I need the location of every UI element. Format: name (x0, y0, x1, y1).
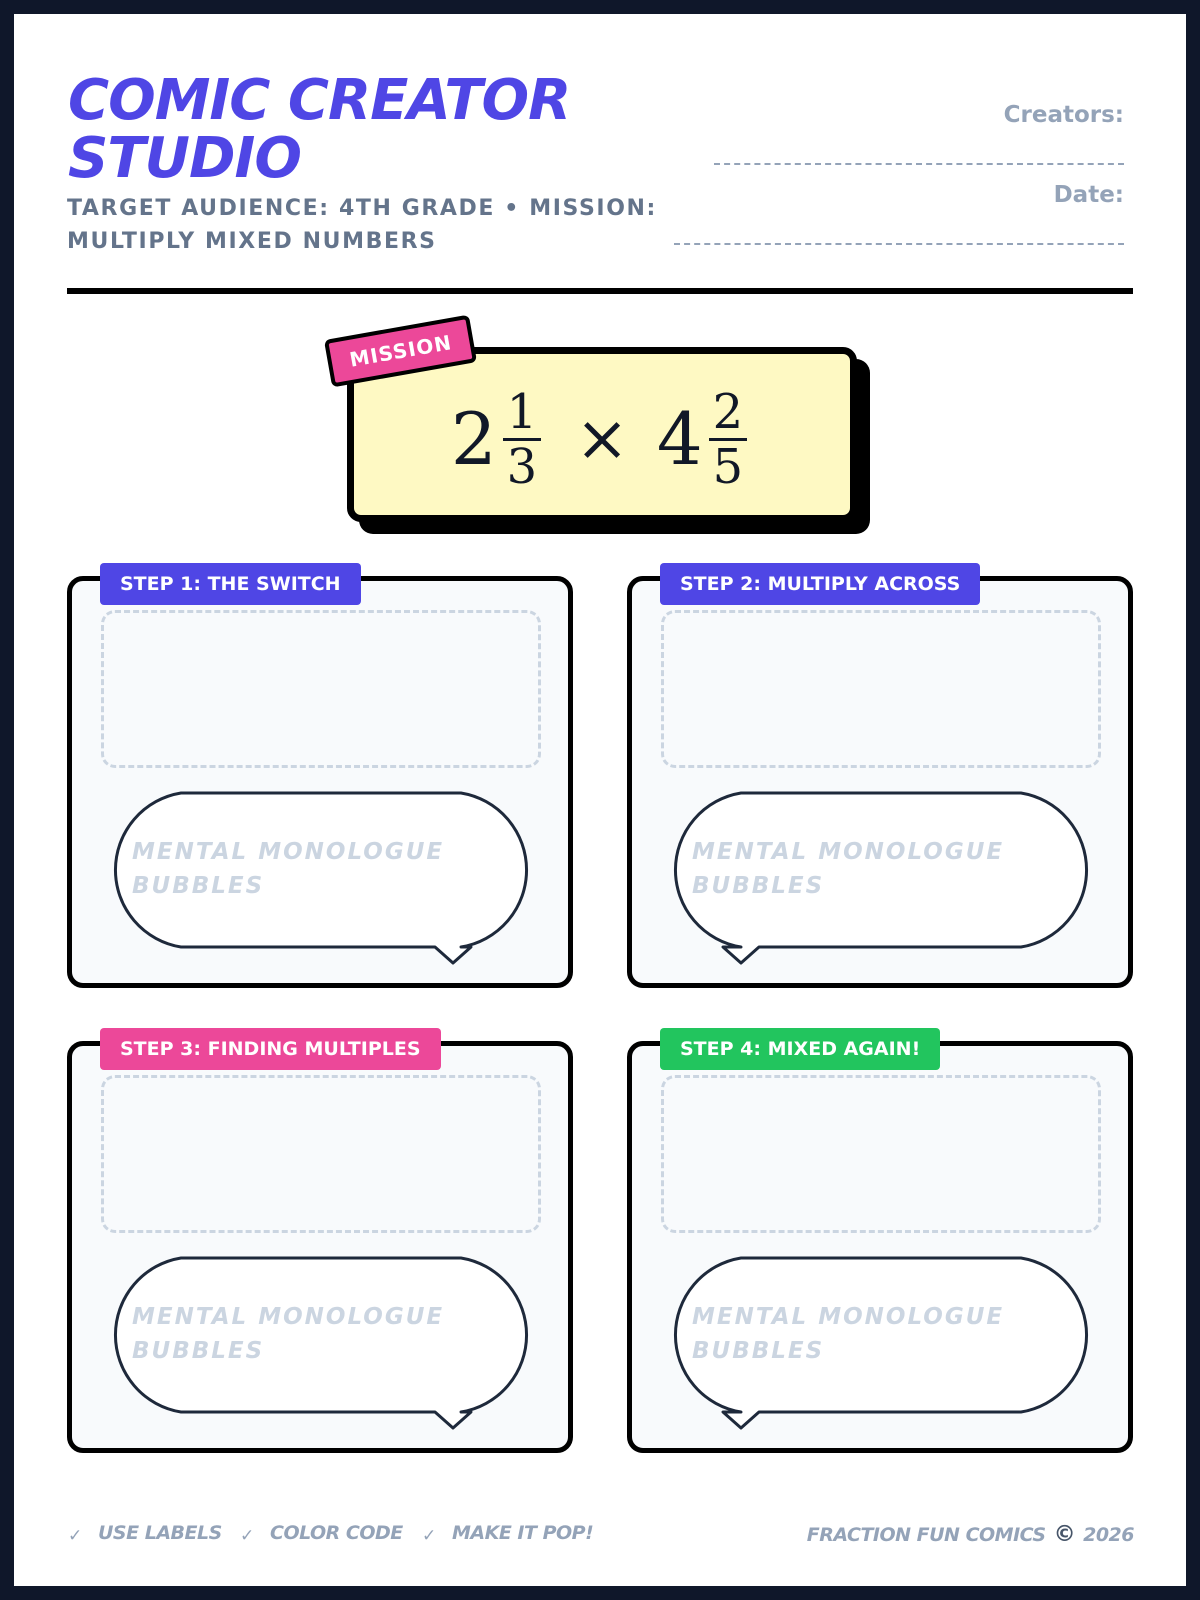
bubble-placeholder: MENTAL MONOLOGUE BUBBLES (692, 839, 1005, 899)
checklist-item-labels: USE LABELS (98, 1522, 222, 1544)
page-title: COMIC CREATOR STUDIO (68, 68, 571, 191)
bubble-placeholder: MENTAL MONOLOGUE BUBBLES (132, 839, 445, 899)
step-panel-4 (627, 1038, 1133, 1453)
check-icon: ✓ (422, 1526, 437, 1545)
drawing-area[interactable] (101, 1075, 541, 1233)
fraction-1 (503, 383, 542, 495)
mission-card (347, 330, 872, 537)
footer-brand (807, 1522, 1134, 1547)
whole-number-1: 2 (450, 397, 497, 481)
brand-name: FRACTION FUN COMICS (806, 1523, 1046, 1546)
numerator-2: 2 (709, 386, 748, 441)
checklist-item-color: COLOR CODE (270, 1522, 403, 1544)
worksheet-page (14, 14, 1186, 1586)
drawing-area[interactable] (661, 610, 1101, 768)
mission-expression (354, 374, 850, 504)
drawing-area[interactable] (661, 1075, 1101, 1233)
whole-number-2: 4 (656, 397, 703, 481)
fraction-2 (709, 383, 748, 495)
multiply-operator: × (575, 402, 629, 476)
mission-tag: MISSION (324, 315, 478, 388)
denominator-2: 5 (712, 438, 744, 495)
mission-box (347, 347, 857, 522)
checklist-item-pop: MAKE IT POP! (452, 1522, 594, 1544)
check-icon: ✓ (240, 1526, 255, 1545)
step-4-tag: STEP 4: MIXED AGAIN! (660, 1028, 940, 1070)
page-subtitle: TARGET AUDIENCE: 4TH GRADE • MISSION: MULTIPLY MIXED NUMBERS (67, 196, 657, 254)
step-panel-3 (67, 1038, 573, 1453)
creators-label: Creators: (1003, 102, 1124, 128)
date-label: Date: (1053, 182, 1124, 208)
copyright-year: 2026 (1083, 1523, 1134, 1546)
step-panel-1 (67, 573, 573, 988)
step-1-tag: STEP 1: THE SWITCH (100, 563, 361, 605)
step-2-tag: STEP 2: MULTIPLY ACROSS (660, 563, 980, 605)
check-icon: ✓ (68, 1526, 83, 1545)
numerator-1: 1 (503, 386, 542, 441)
bubble-placeholder: MENTAL MONOLOGUE BUBBLES (132, 1304, 445, 1364)
denominator-1: 3 (506, 438, 538, 495)
step-panel-2 (627, 573, 1133, 988)
step-3-tag: STEP 3: FINDING MULTIPLES (100, 1028, 441, 1070)
date-field[interactable] (674, 243, 1124, 245)
copyright-icon: © (1053, 1522, 1076, 1547)
header-divider (67, 288, 1133, 294)
bubble-placeholder: MENTAL MONOLOGUE BUBBLES (692, 1304, 1005, 1364)
creators-field[interactable] (714, 163, 1124, 165)
drawing-area[interactable] (101, 610, 541, 768)
